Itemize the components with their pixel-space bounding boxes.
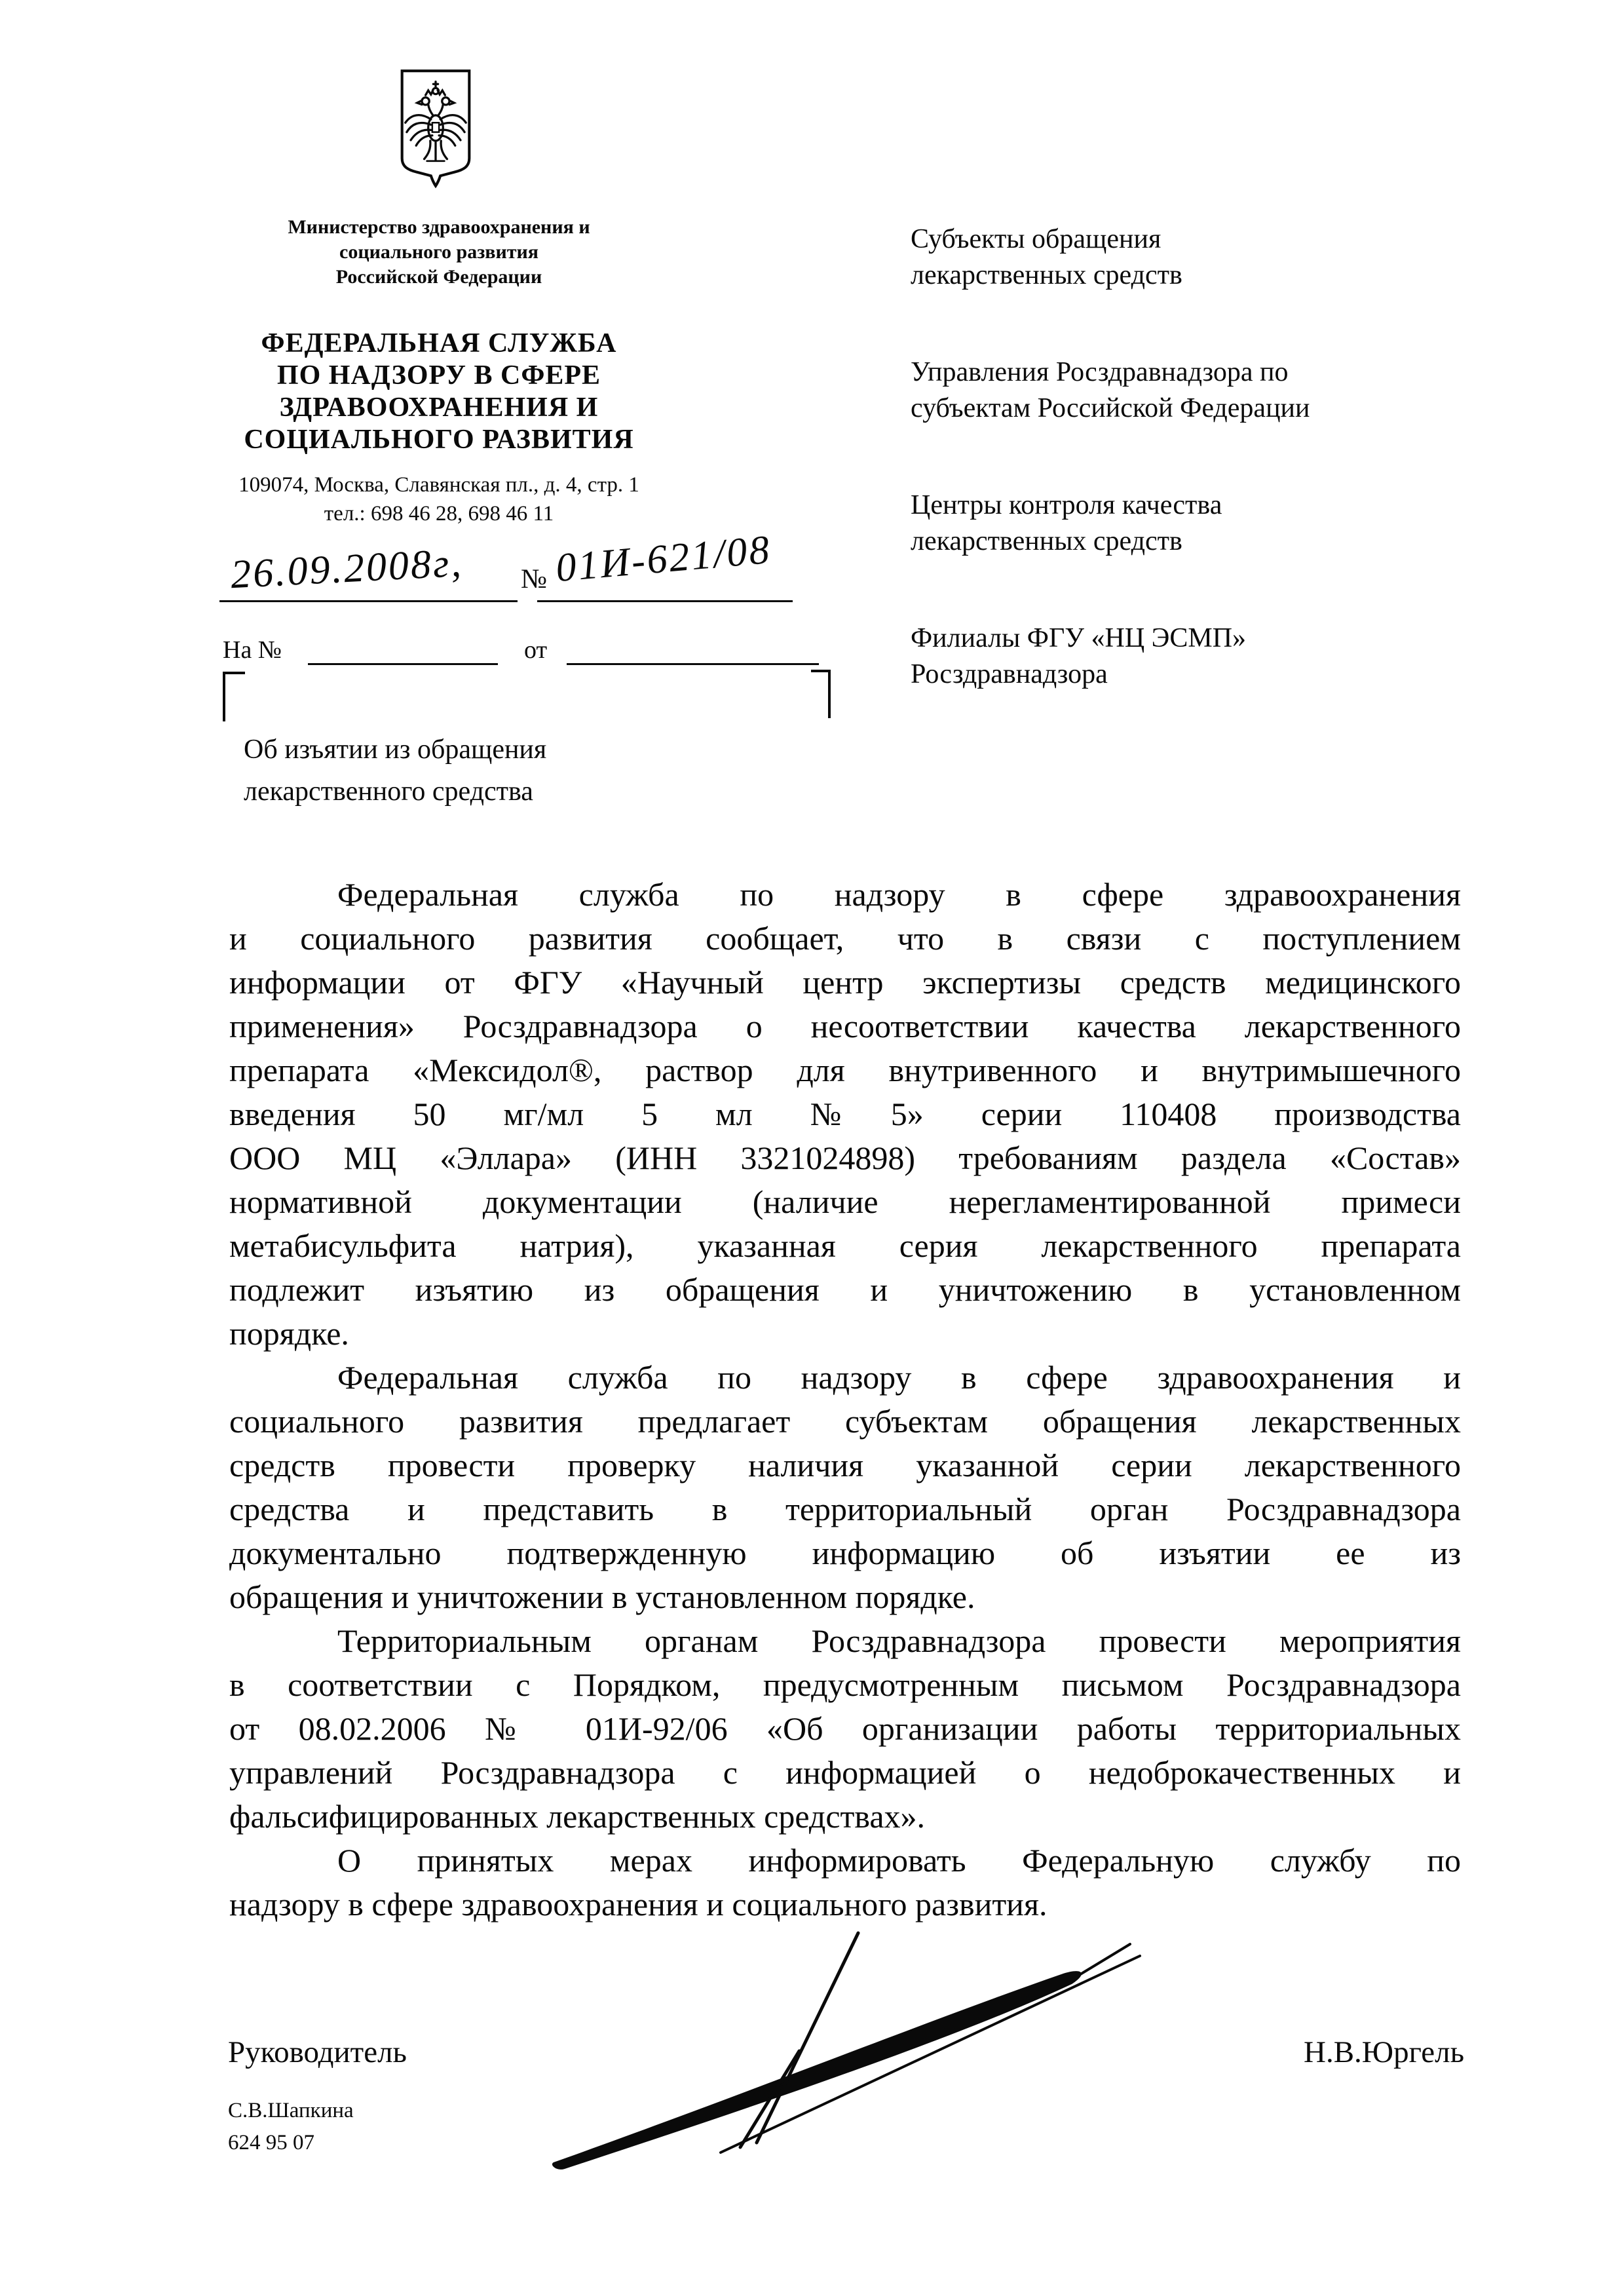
recipient-line: лекарственных средств bbox=[911, 526, 1182, 556]
service-name bbox=[203, 328, 675, 456]
body-line: порядке. bbox=[229, 1315, 349, 1352]
service-name-line: ПО НАДЗОРУ В СФЕРЕ bbox=[276, 360, 601, 391]
body-line: и социального развития сообщает, что в связи с поступлением bbox=[229, 920, 1461, 957]
executor-phone: 624 95 07 bbox=[228, 2131, 314, 2154]
body-line: Территориальным органам Росздравнадзора провести мероприятия bbox=[337, 1622, 1461, 1659]
date-ruled-line bbox=[219, 600, 518, 602]
service-name-line: ЗДРАВООХРАНЕНИЯ И bbox=[279, 392, 599, 423]
letter-number-handwritten: 01И-621/08 bbox=[554, 527, 773, 591]
body-line: введения 50 мг/мл 5 мл №5» серии 110408 производства bbox=[229, 1096, 1461, 1132]
reply-number-ruled-line bbox=[308, 663, 498, 665]
body-line: управлений Росздравнадзора с информацией о недоброкачественных и bbox=[229, 1754, 1461, 1791]
body-line: от 08.02.2006 № 01И-92/06 «Об организации работы территориальных bbox=[229, 1710, 1461, 1747]
subject-line: лекарственного средства bbox=[244, 776, 533, 807]
body-line: средства и представить в территориальный орган Росздравнадзора bbox=[229, 1491, 1461, 1527]
body-line: в соответствии с Порядком, предусмотренным письмом Росздравнадзора bbox=[229, 1666, 1461, 1703]
signature-icon bbox=[524, 1917, 1212, 2198]
body-line: препарата «Мексидол®, раствор для внутривенного и внутримышечного bbox=[229, 1052, 1461, 1088]
signer-title: Руководитель bbox=[228, 2035, 407, 2069]
recipient-group bbox=[911, 354, 1500, 427]
ministry-name-line: Российской Федерации bbox=[335, 266, 542, 288]
recipient-group bbox=[911, 488, 1500, 560]
ministry-name bbox=[203, 215, 675, 290]
letter-date-handwritten: 26.09.2008г, bbox=[229, 540, 464, 598]
body-line: средств провести проверку наличия указанной серии лекарственного bbox=[229, 1447, 1461, 1483]
org-address: 109074, Москва, Славянская пл., д. 4, стр. 1 bbox=[238, 473, 639, 497]
body-line: фальсифицированных лекарственных средствах». bbox=[229, 1798, 926, 1835]
ministry-name-line: социального развития bbox=[339, 241, 538, 263]
recipient-group bbox=[911, 221, 1500, 294]
recipient-group bbox=[911, 621, 1500, 693]
service-name-line: ФЕДЕРАЛЬНАЯ СЛУЖБА bbox=[261, 328, 617, 358]
recipient-line: Центры контроля качества bbox=[911, 490, 1222, 520]
body-line: надзору в сфере здравоохранения и социального развития. bbox=[229, 1886, 1048, 1923]
org-phone: тел.: 698 46 28, 698 46 11 bbox=[324, 502, 554, 526]
body-line: документально подтвержденную информацию об изъятии ее из bbox=[229, 1535, 1461, 1571]
recipient-line: Управления Росздравнадзора по bbox=[911, 357, 1289, 387]
subject-line: Об изъятии из обращения bbox=[244, 735, 547, 765]
body-line: О принятых мерах информировать Федеральную службу по bbox=[337, 1842, 1461, 1879]
number-ruled-line bbox=[537, 600, 793, 602]
recipient-line: Субъекты обращения bbox=[911, 224, 1161, 254]
body-line: подлежит изъятию из обращения и уничтожению в установленном bbox=[229, 1271, 1461, 1308]
recipients-block bbox=[911, 221, 1500, 754]
subject-block bbox=[244, 729, 702, 813]
ministry-name-line: Министерство здравоохранения и bbox=[288, 216, 590, 238]
body-line: ООО МЦ «Эллара» (ИНН 3321024898) требованиям раздела «Состав» bbox=[229, 1139, 1461, 1176]
recipient-line: субъектам Российской Федерации bbox=[911, 393, 1310, 423]
signer-name: Н.В.Юргель bbox=[1304, 2035, 1465, 2069]
address-corner-mark-left bbox=[223, 672, 245, 721]
address-corner-mark-right bbox=[811, 670, 831, 718]
body-line: информации от ФГУ «Научный центр экспертизы средств медицинского bbox=[229, 964, 1461, 1001]
letter-body bbox=[229, 873, 1461, 1926]
service-name-line: СОЦИАЛЬНОГО РАЗВИТИЯ bbox=[244, 425, 634, 455]
recipient-line: Филиалы ФГУ «НЦ ЭСМП» bbox=[911, 623, 1247, 653]
body-line: нормативной документации (наличие нерегламентированной примеси bbox=[229, 1183, 1461, 1220]
recipient-line: Росздравнадзора bbox=[911, 659, 1108, 689]
body-line: метабисульфита натрия), указанная серия лекарственного препарата bbox=[229, 1227, 1461, 1264]
from-label: от bbox=[524, 636, 548, 664]
reply-to-label: На № bbox=[223, 636, 282, 664]
coat-of-arms-icon bbox=[393, 66, 478, 193]
number-sign-label: № bbox=[521, 564, 548, 594]
body-line: Федеральная служба по надзору в сфере здравоохранения и bbox=[337, 1359, 1461, 1396]
body-line: социального развития предлагает субъектам обращения лекарственных bbox=[229, 1403, 1461, 1440]
reply-date-ruled-line bbox=[567, 663, 819, 665]
executor-name: С.В.Шапкина bbox=[228, 2099, 354, 2122]
recipient-line: лекарственных средств bbox=[911, 260, 1182, 290]
body-line: применения» Росздравнадзора о несоответствии качества лекарственного bbox=[229, 1008, 1461, 1044]
body-line: Федеральная служба по надзору в сфере здравоохранения bbox=[337, 876, 1461, 913]
body-line: обращения и уничтожении в установленном порядке. bbox=[229, 1578, 975, 1615]
